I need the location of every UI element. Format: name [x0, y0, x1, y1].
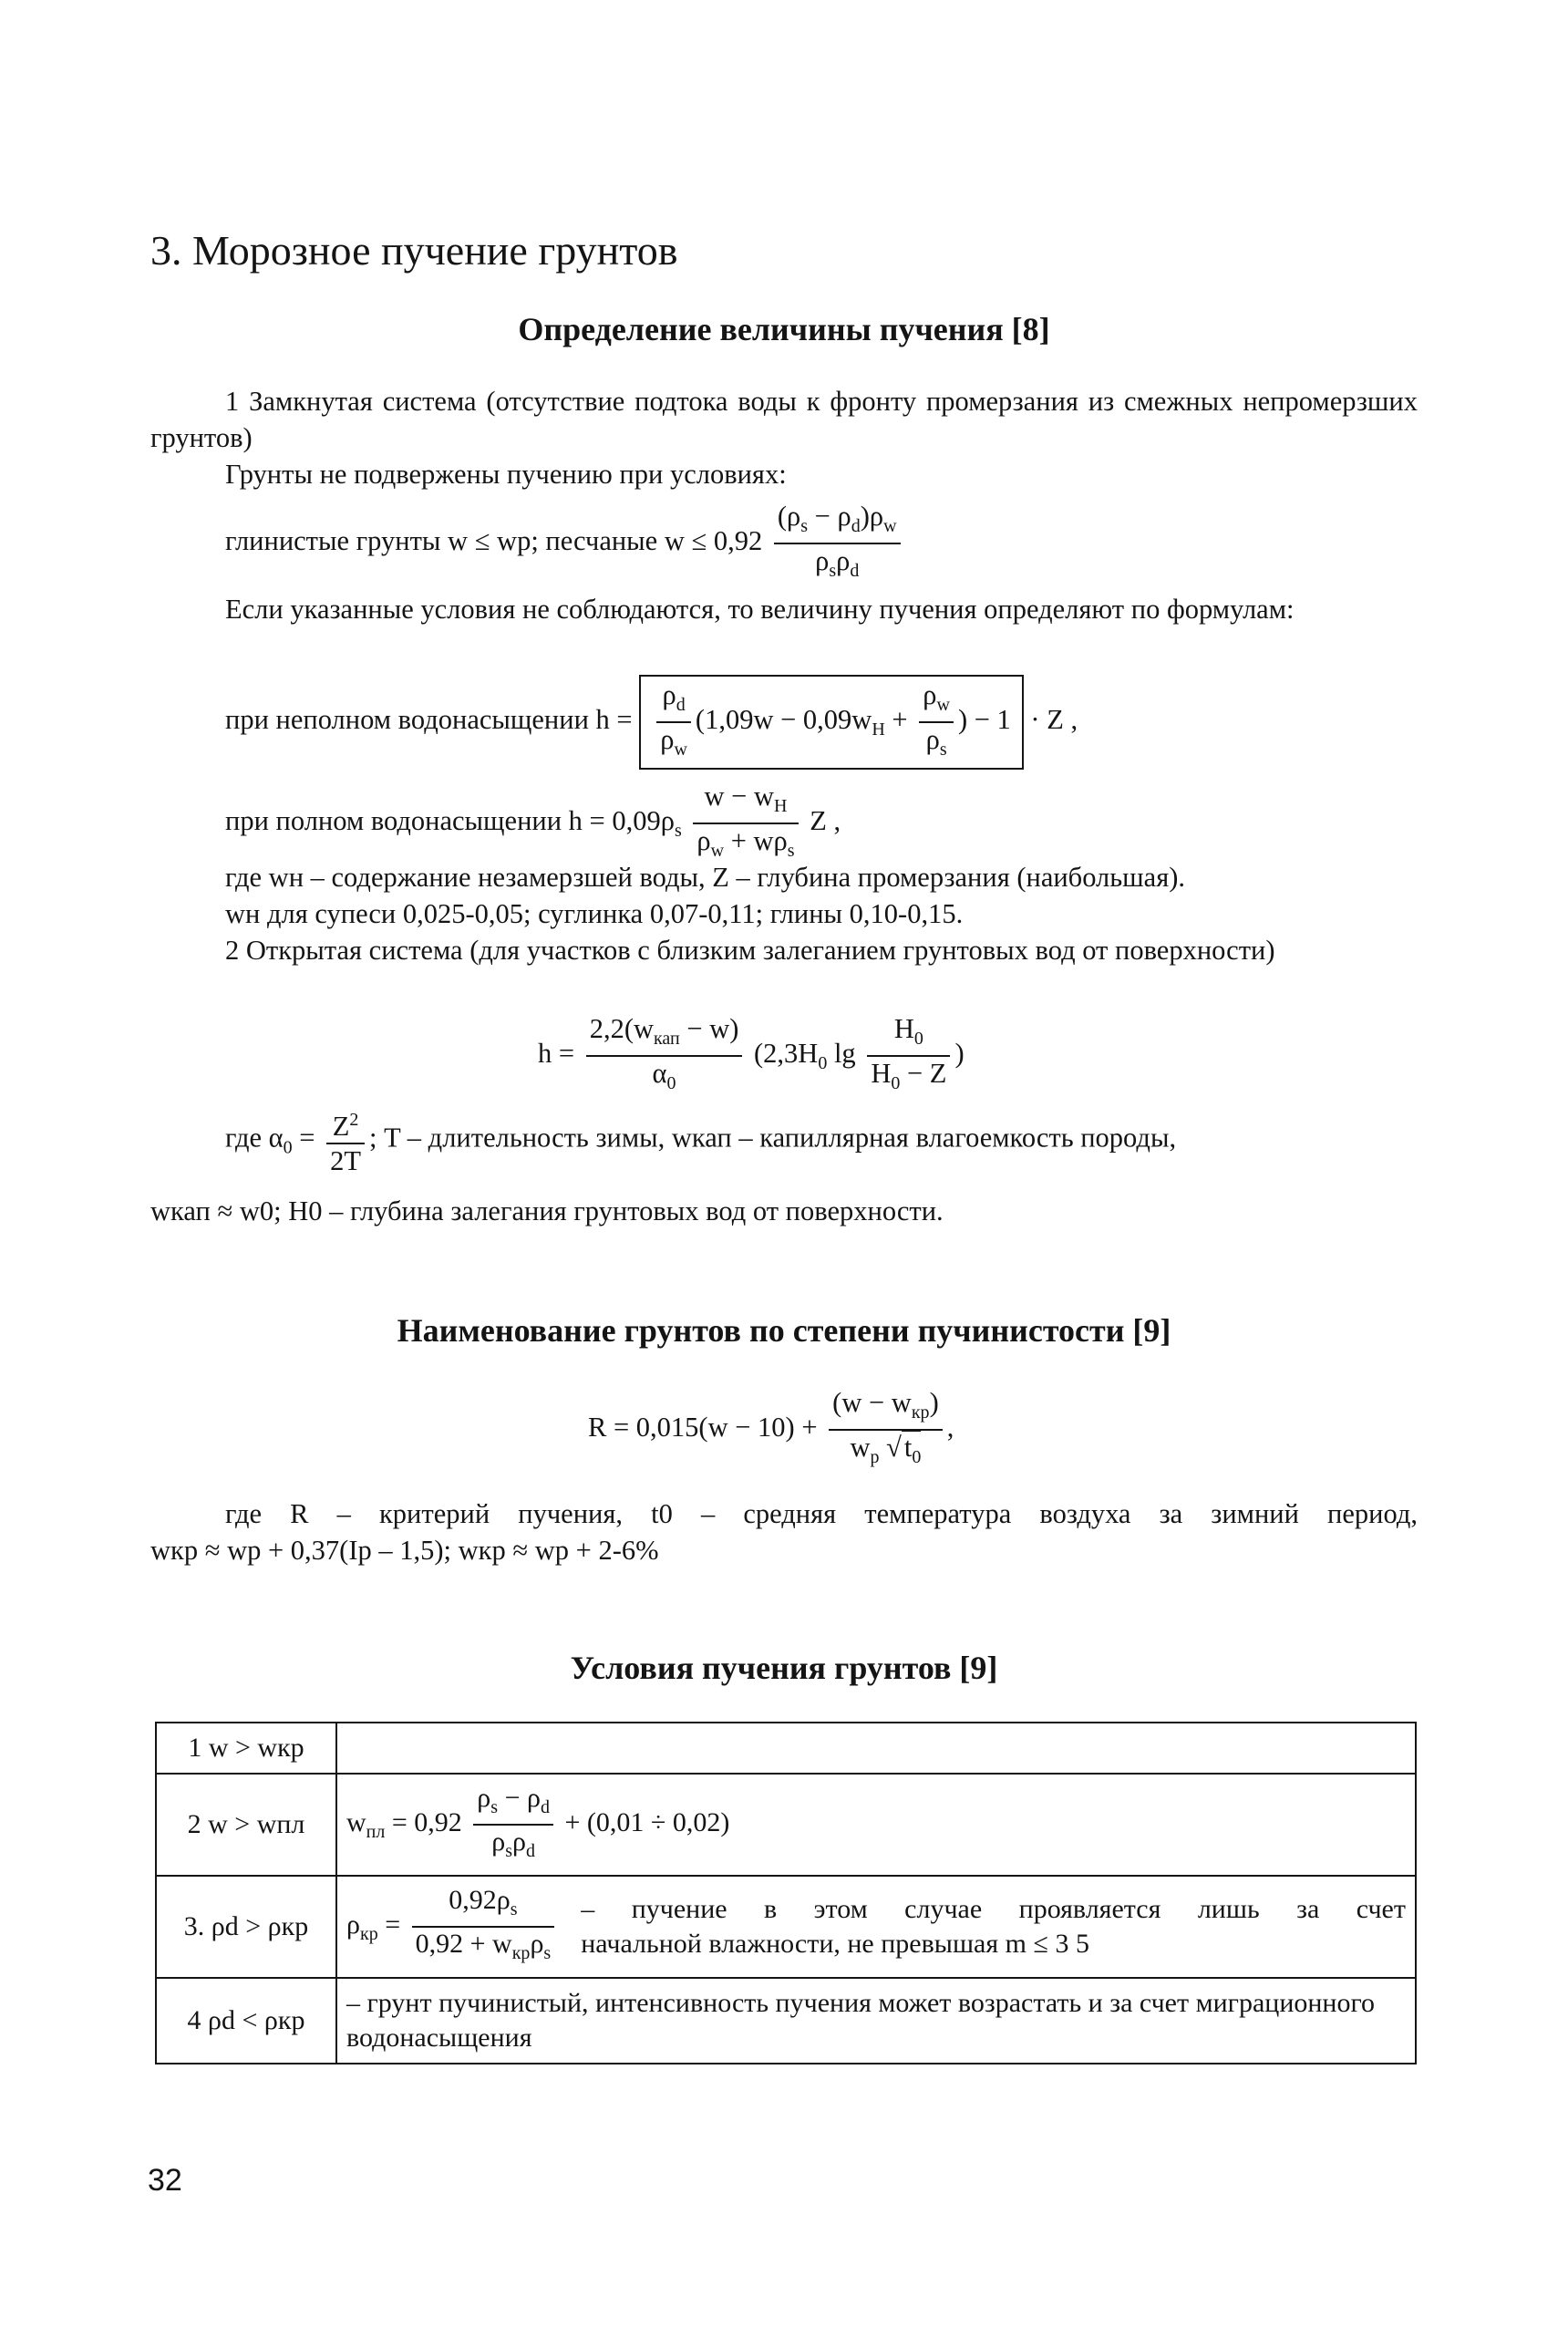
table-cell	[336, 1723, 1416, 1774]
formula-no-heave-condition	[225, 500, 905, 587]
paragraph-conditions: Грунты не подвержены пучению при условиях:	[225, 459, 787, 490]
table-cell: 2 w > wпл	[156, 1774, 336, 1876]
paragraph-formulas-intro: Если указанные условия не соблюдаются, то величину пучения определяют по формулам:	[225, 594, 1295, 625]
alpha-explanation: ; T – длительность зимы, wкап – капиллярная влагоемкость породы,	[369, 1122, 1177, 1154]
table-row	[156, 1723, 1416, 1774]
paragraph-closed-system: 1 Замкнутая система (отсутствие подтока воды к фронту промерзания из смежных непромерзших грунтов)	[150, 386, 1418, 453]
table-row	[156, 1876, 1416, 1978]
formula-partial-saturation: при неполном водонасыщении h = $\frac{\rho_d}{\rho_w}$ ($1,09w - 0,09w_H$ + $\frac{\rho_w}{\rho_s}$ ) − 1 · Z ,	[225, 675, 1078, 770]
formula-full-saturation: при полном водонасыщении $h = 0,09\rho_s$ $\frac{w - w_H}{\rho_w + w\rho_s}$ Z ,	[225, 781, 841, 862]
heave-note-line-2: начальной влажности, не превышая m ≤ 3 5	[581, 1929, 1089, 1959]
paragraph-open-system: 2 Открытая система (для участков с близким залеганием грунтовых вод от поверхности)	[225, 935, 1275, 966]
heave-note-line-1: – пучение в этом случае проявляется лишь за счет	[581, 1894, 1406, 1924]
text-wn-values: wн для супеси 0,025-0,05; суглинка 0,07-0,11; глины 0,10-0,15.	[225, 898, 964, 929]
formula-heave-criterion: R = 0,015(w − 10) + $\frac{(w - w_{кр})}{w_p √t_0}$ ,	[588, 1387, 954, 1468]
table-cell: 3. ρd > ρкр	[156, 1876, 336, 1978]
page-number: 32	[148, 2163, 182, 2198]
heading-heave-value: Определение величины пучения [8]	[518, 311, 1050, 347]
table-cell: – грунт пучинистый, интенсивность пучения может возрастать и за счет миграционного водонасыщения	[336, 1978, 1416, 2064]
text-where-r: где R – критерий пучения, t0 – средняя температура воздуха за зимний период,	[225, 1498, 1418, 1529]
heading-heave-degree: Наименование грунтов по степени пучинистости [9]	[397, 1312, 1171, 1349]
text-where-unfrozen: где wн – содержание незамерзшей воды, Z – глубина промерзания (наибольшая).	[225, 862, 1186, 893]
bracket-expression: $\frac{\rho_d}{\rho_w}$ ($1,09w - 0,09w_H$ + $\frac{\rho_w}{\rho_s}$ ) − 1	[639, 675, 1024, 770]
text-where-alpha: где $\alpha_0$ = $\frac{Z^2}{2T}$ ; T – длительность зимы, wкап – капиллярная влагоемкость породы,	[225, 1103, 1418, 1177]
formula-open-system: h = $\frac{2,2(w_{кап} - w)}{\alpha_0}$ ($2,3H_0$ lg $\frac{H_0}{H_0 - Z}$ )	[538, 1013, 965, 1094]
wpl-tail: + (0,01 ÷ 0,02)	[564, 1806, 730, 1837]
table-cell: 1 w > wкр	[156, 1723, 336, 1774]
conditions-table	[155, 1722, 1417, 2064]
formula-label: при полном водонасыщении	[225, 805, 562, 837]
table-row	[156, 1774, 1416, 1876]
text-wkr: wкр ≈ wp + 0,37(Ip – 1,5); wкр ≈ wp + 2-6%	[150, 1535, 659, 1566]
heading-heave-conditions: Условия пучения грунтов [9]	[570, 1650, 998, 1686]
text-wkap: wкап ≈ w0; H0 – глубина залегания грунтовых вод от поверхности.	[150, 1195, 944, 1226]
table-cell: 4 ρd < ρкр	[156, 1978, 336, 2064]
table-cell: $\rho_{кр}$ = $\frac{0,92\rho_s}{0,92 + w_{кр}\rho_s}$ – пучение в этом случае проявляется лишь за счет начальной влажности, не превышая m ≤ 3 5	[336, 1876, 1416, 1978]
table-cell: $w_{пл} = 0,92$ $\frac{\rho_s - \rho_d}{\rho_s\rho_d}$ + (0,01 ÷ 0,02)	[336, 1774, 1416, 1876]
fraction-sand: $\frac{(\rho_s - \rho_d)\rho_w}{\rho_s\rho_d}$	[774, 500, 901, 587]
formula-label: при неполном водонасыщении	[225, 704, 589, 736]
table-row	[156, 1978, 1416, 2064]
section-title: 3. Морозное пучение грунтов	[150, 227, 678, 274]
condition-text: глинистые грунты w ≤ wp; песчаные w ≤ 0,92	[225, 525, 763, 557]
